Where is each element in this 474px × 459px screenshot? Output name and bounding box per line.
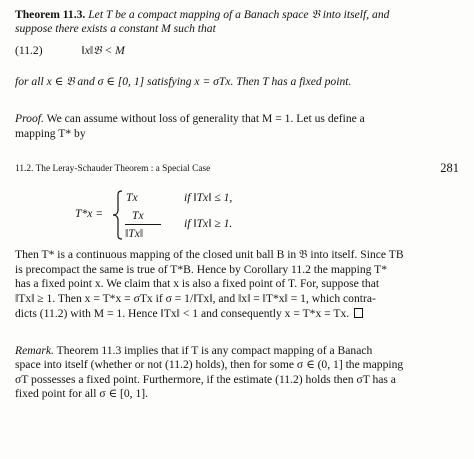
case-2-denominator: ‖Tx‖ (125, 227, 144, 240)
theorem-line-1 (15, 8, 389, 22)
header-title: 11.2. The Leray-Schauder Theorem : a Special Case (15, 164, 211, 174)
proof-label: Proof. (15, 112, 44, 125)
proof-body-text-5: dicts (11.2) with M = 1. Hence ‖Tx‖ < 1 and consequently x = T*x = Tx. (15, 307, 350, 320)
equation-tag: (11.2) (15, 44, 43, 57)
remark-label: Remark. (15, 344, 54, 357)
equation-body: ‖x‖𝔅 < M (81, 44, 125, 57)
case-1-expression: Tx (126, 191, 138, 204)
remark-line-4: fixed point for all σ ∈ [0, 1]. (15, 387, 148, 400)
remark-line-2: space into itself (whether or not (11.2) holds), then for some σ ∈ (0, 1] the mapping (15, 358, 404, 371)
remark-line-3: σT possesses a fixed point. Furthermore, if the estimate (11.2) holds then σT has a (15, 373, 396, 386)
theorem-line-3: for all x ∈ 𝔅 and σ ∈ [0, 1] satisfying x = σTx. Then T has a fixed point. (15, 75, 352, 88)
qed-square-icon (354, 308, 363, 318)
proof-body-line-2: is precompact the same is true of T*B. Hence by Corollary 11.2 the mapping T* (15, 263, 387, 276)
fraction-bar (125, 224, 161, 225)
theorem-text-1: Let T be a compact mapping of a Banach space 𝔅 into itself, and (88, 8, 390, 21)
running-header (15, 161, 459, 175)
theorem-label: Theorem 11.3. (15, 8, 86, 21)
definition-lhs: T*x = (75, 207, 104, 220)
proof-text-1: We can assume without loss of generality that M = 1. Let us define a (46, 112, 365, 125)
case-2-numerator: Tx (132, 209, 144, 222)
proof-body-line-4: ‖Tx‖ ≥ 1. Then x = T*x = σTx if σ = 1/‖Tx‖, and ‖x‖ = ‖T*x‖ = 1, which contra- (15, 292, 376, 305)
proof-line-1 (15, 112, 365, 126)
left-brace-icon (112, 190, 124, 240)
theorem-line-2: suppose there exists a constant M such that (15, 22, 216, 35)
proof-body-line-3: has a fixed point x. We claim that x is also a fixed point of T. For, suppose that (15, 277, 380, 290)
case-2-condition: if ‖Tx‖ ≥ 1. (184, 217, 233, 230)
proof-body-line-1: Then T* is a continuous mapping of the closed unit ball B in 𝔅 into itself. Since TB (15, 248, 404, 261)
remark-line-1 (15, 344, 372, 358)
proof-line-2: mapping T* by (15, 127, 86, 140)
page-number: 281 (440, 161, 459, 175)
case-1-condition: if ‖Tx‖ ≤ 1, (184, 191, 233, 204)
remark-text-1: Theorem 11.3 implies that if T is any compact mapping of a Banach (56, 344, 373, 357)
equation-11-2 (15, 44, 125, 58)
proof-body-line-5 (15, 307, 363, 321)
